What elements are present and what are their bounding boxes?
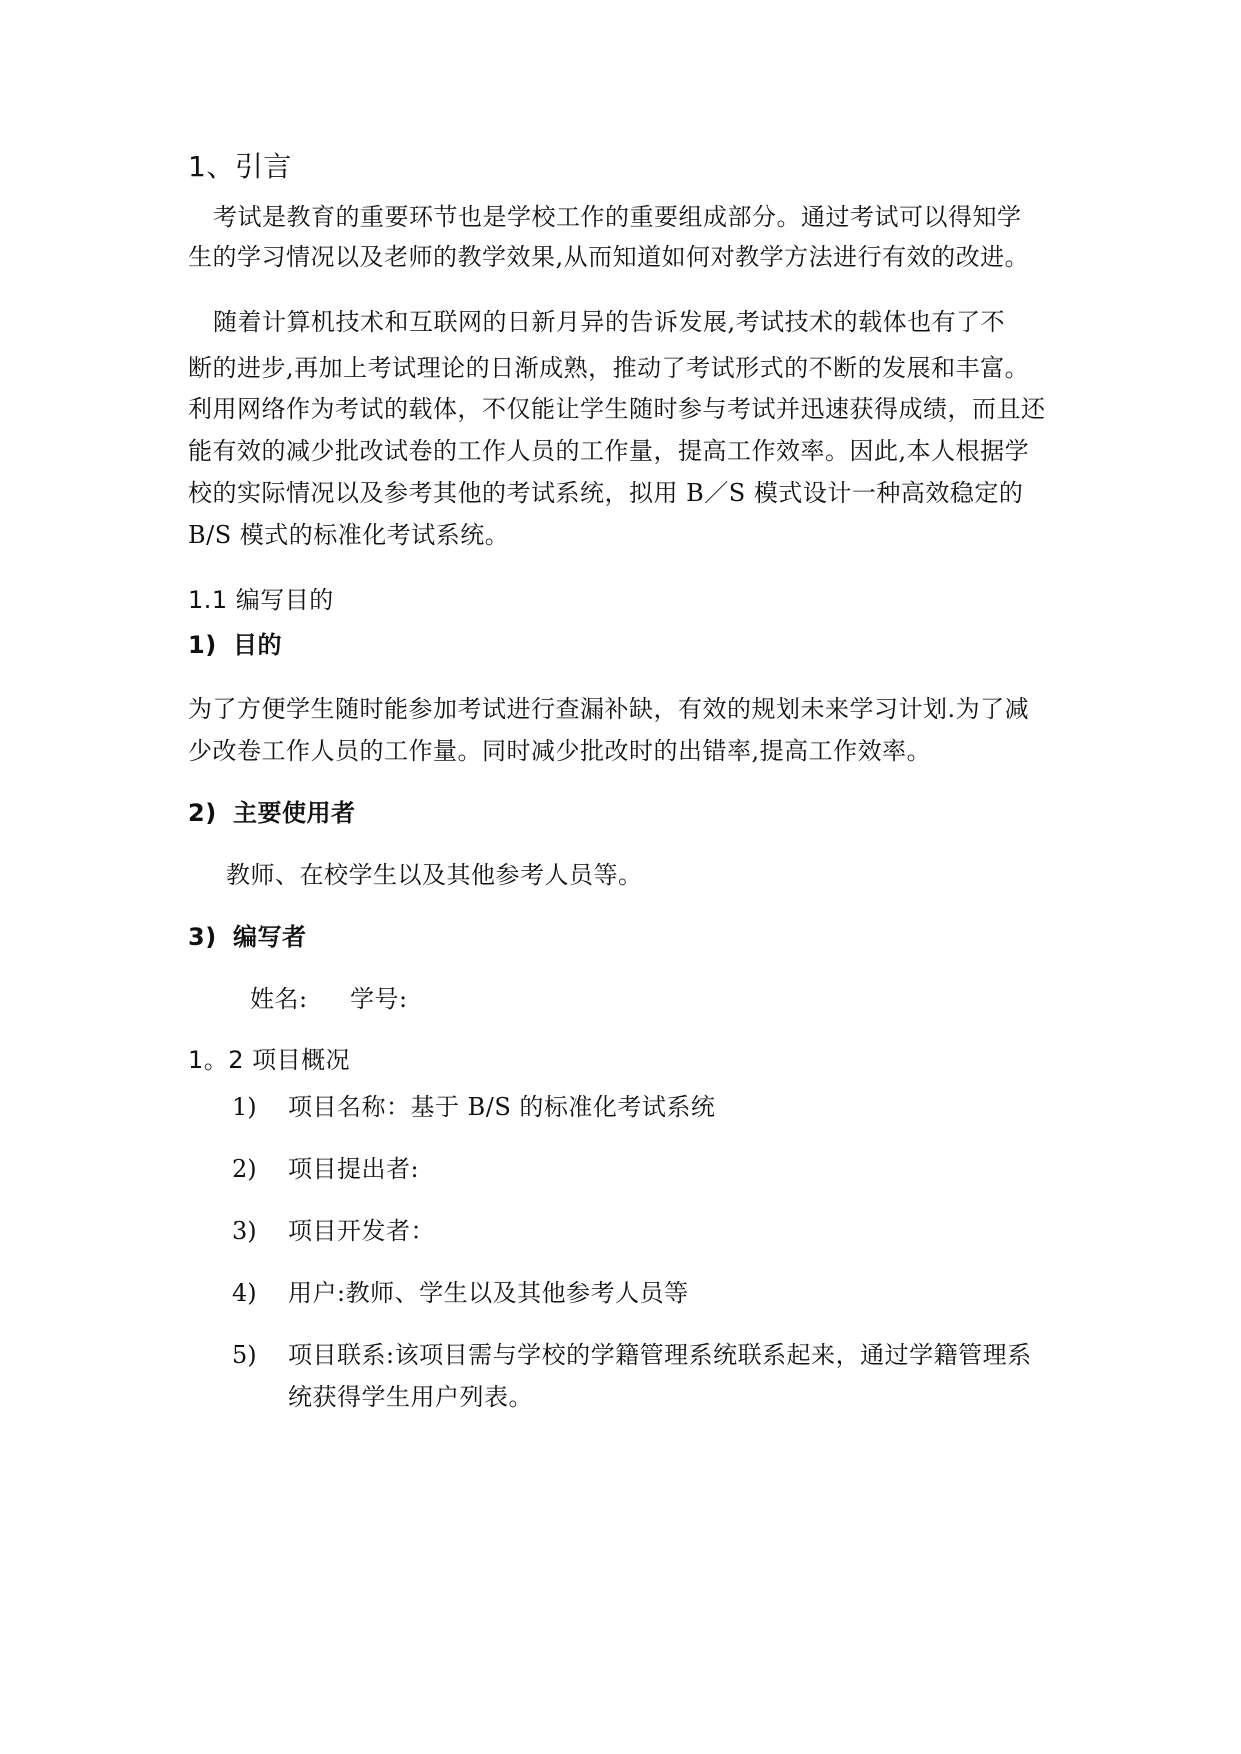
list-number: 2) [232,1155,257,1183]
list-number: 5) [232,1341,257,1369]
paragraph-line: 随着计算机技术和互联网的日新月异的告诉发展,考试技术的载体也有了不 [213,308,1006,336]
paragraph-line: 利用网络作为考试的载体，不仅能让学生随时参与考试并迅速获得成绩，而且还 [188,395,1046,423]
paragraph-line: 少改卷工作人员的工作量。同时减少批改时的出错率,提高工作效率。 [188,737,932,765]
overview-item-relation: 项目联系:该项目需与学校的学籍管理系统联系起来，通过学籍管理系 [288,1341,1032,1369]
list-heading-purpose: 目的 [233,631,282,659]
list-heading-author: 编写者 [233,923,307,951]
list-number: 2) [188,799,217,827]
paragraph-line: 校的实际情况以及参考其他的考试系统，拟用 B／S 模式设计一种高效稳定的 [188,479,1024,507]
overview-item-name: 项目名称：基于 B/S 的标准化考试系统 [288,1093,716,1121]
section-heading-introduction: 1、引言 [188,150,292,183]
subsection-heading-overview: 1。2 项目概况 [188,1046,351,1074]
overview-item-users: 用户:教师、学生以及其他参考人员等 [288,1279,689,1307]
author-id-label: 学号: [350,985,408,1013]
list-number: 4) [232,1279,257,1307]
list-heading-users: 主要使用者 [233,799,356,827]
paragraph-line: 考试是教育的重要环节也是学校工作的重要组成部分。通过考试可以得知学 [213,203,1022,231]
overview-item-relation-cont: 统获得学生用户列表。 [288,1383,533,1411]
paragraph-line: 为了方便学生随时能参加考试进行查漏补缺，有效的规划未来学习计划.为了减 [188,695,1030,723]
overview-item-proposer: 项目提出者: [288,1155,420,1183]
list-number: 3) [188,923,217,951]
paragraph-line: 生的学习情况以及老师的教学效果,从而知道如何对教学方法进行有效的改进。 [188,243,1030,271]
list-number: 1) [188,631,217,659]
author-name-label: 姓名: [250,985,308,1013]
list-number: 3) [232,1217,257,1245]
paragraph-line: 能有效的减少批改试卷的工作人员的工作量，提高工作效率。因此,本人根据学 [188,437,1030,465]
list-number: 1) [232,1093,257,1121]
subsection-heading-purpose: 1.1 编写目的 [188,586,334,614]
paragraph-line: B/S 模式的标准化考试系统。 [188,521,510,549]
paragraph-line: 断的进步,再加上考试理论的日渐成熟，推动了考试形式的不断的发展和丰富。 [188,354,1030,382]
paragraph-line: 教师、在校学生以及其他参考人员等。 [226,861,643,889]
overview-item-developer: 项目开发者： [288,1217,435,1245]
